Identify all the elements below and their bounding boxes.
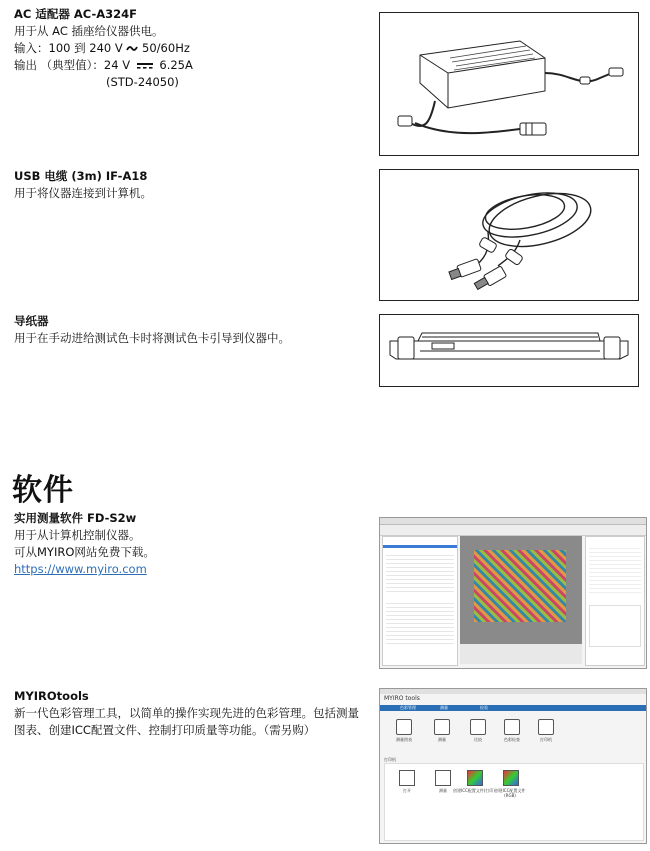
usb-cable-image [379,169,639,301]
chart-preview-panel [460,536,582,664]
myiro-titlebar [380,689,646,694]
icon-label-icc-rgb: 创建ICC配置文件(RGB) [494,788,526,798]
myirotools-title: MYIROtools [14,689,89,703]
section-label: 打印机 [384,757,396,762]
fd-s2w-screenshot [379,517,647,669]
ac-adapter-input: 输入：100 到 240 V 50/60Hz [14,41,190,55]
list-rows-lower [386,600,454,645]
guide-desc: 用于在手动进给测试色卡时将测试色卡引导到仪器中。 [14,331,290,345]
icon-label-icc-print: 创建ICC配置文件(打印) [453,788,495,793]
icon-label-printer: 打印机 [540,737,552,742]
compare-icon[interactable] [470,719,486,735]
measure-icon[interactable] [434,719,450,735]
ac-adapter-model: (STD-24050) [106,75,179,89]
usb-cable-section [14,168,364,202]
color-check-icon[interactable] [504,719,520,735]
myiro-menubar [380,705,646,711]
guide-title: 导纸器 [14,314,49,328]
software-heading: 软件 [12,473,74,508]
ac-symbol-icon [126,44,138,53]
ac-adapter-drawing [380,13,638,155]
icon-label-measure: 测量 [438,737,446,742]
property-rows [589,545,641,595]
usb-cable-desc: 用于将仪器连接到计算机。 [14,186,152,200]
guide-section [14,313,314,347]
fd-s2w-line1: 用于从计算机控制仪器。 [14,528,141,542]
measure-chart-icon[interactable] [396,719,412,735]
ac-adapter-title: AC 适配器 AC-A324F [14,7,137,21]
ac-adapter-output: 输出 （典型值）：24 V 6.25A [14,58,193,72]
toolbar [380,525,646,536]
test-chart-image [474,550,566,622]
myirotools-section [14,688,366,739]
paper-guide-image [379,314,639,387]
myirotools-screenshot [379,688,647,844]
myiro-logo: MYIRO tools [384,695,420,702]
icc-print-icon[interactable] [467,770,483,786]
icon-label-compare: 比较 [474,737,482,742]
menu-item-measure[interactable]: 测量 [440,705,448,710]
fd-s2w-line2: 可从MYIRO网站免费下载。 [14,545,155,559]
icon-label-measure-chart: 测量图表 [396,737,412,742]
bottom-icon-panel [384,763,644,841]
sample-list-panel [382,536,458,666]
menu-item-color[interactable]: 色彩管理 [400,705,416,710]
icon-label-measure-bottom: 测量 [439,788,447,793]
dc-symbol-icon [136,62,154,70]
window-titlebar [380,518,646,525]
fd-s2w-title: 实用测量软件 FD-S2w [14,511,137,525]
ac-adapter-image [379,12,639,156]
properties-panel [585,536,645,666]
usb-cable-title: USB 电缆 (3m) IF-A18 [14,169,148,183]
list-rows [386,552,454,592]
menu-item-inspect[interactable]: 检验 [480,705,488,710]
top-icon-row [384,715,642,757]
open-icon[interactable] [399,770,415,786]
preview-controls [460,644,582,664]
measure-bottom-icon[interactable] [435,770,451,786]
ac-adapter-desc: 用于从 AC 插座给仪器供电。 [14,24,164,38]
paper-guide-drawing [380,315,638,386]
myiro-website-link[interactable]: https://www.myiro.com [14,562,147,576]
icon-label-color-check: 色彩检查 [504,737,520,742]
spectral-graph [589,605,641,647]
selected-row[interactable] [383,545,457,548]
ac-adapter-section [14,6,364,91]
fd-s2w-section [14,510,364,578]
usb-cable-drawing [380,170,638,300]
icon-label-open: 打开 [403,788,411,793]
myirotools-desc: 新一代色彩管理工具，以简单的操作实现先进的色彩管理。包括测量图表、创建ICC配置文件、控制打印质量等功能。（需另购） [14,706,359,737]
printer-icon[interactable] [538,719,554,735]
icc-rgb-icon[interactable] [503,770,519,786]
